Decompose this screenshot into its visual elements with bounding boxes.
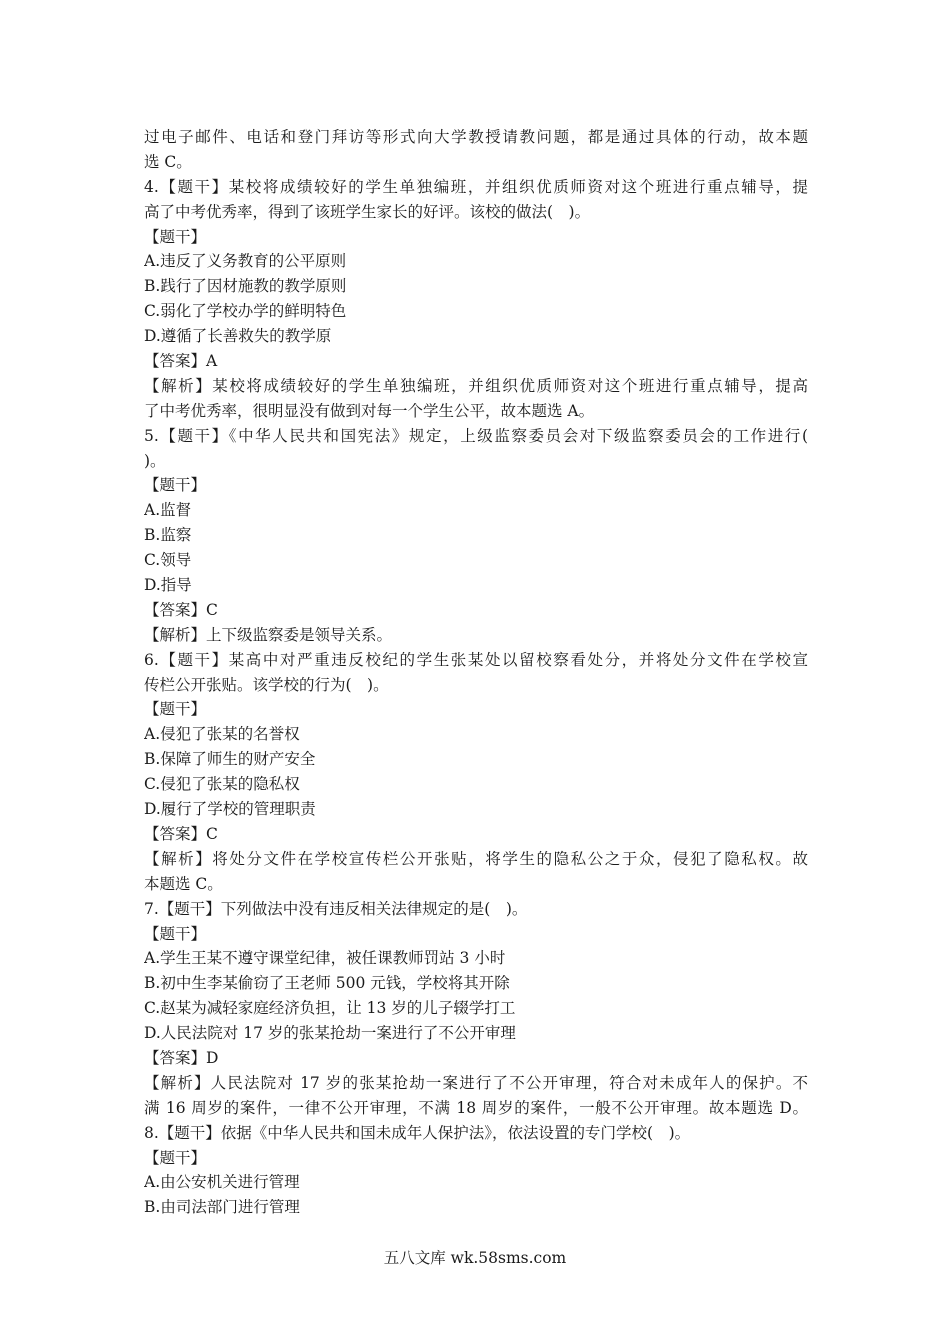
- text-line: B.初中生李某偷窃了王老师 500 元钱，学校将其开除: [144, 974, 510, 993]
- text-line: 本题选 C。: [144, 874, 223, 893]
- text-line: 7.【题干】下列做法中没有违反相关法律规定的是( )。: [144, 899, 528, 918]
- text-line: D.人民法院对 17 岁的张某抢劫一案进行了不公开审理: [144, 1024, 516, 1043]
- text-line: C.弱化了学校办学的鲜明特色: [144, 302, 347, 321]
- text-line: 【答案】D: [144, 1048, 219, 1067]
- text-line: 满 16 周岁的案件，一律不公开审理，不满 18 周岁的案件，一般不公开审理。故本题选 D。: [144, 1098, 808, 1117]
- text-line: D.履行了学校的管理职责: [144, 800, 316, 819]
- text-line: 选 C。: [144, 152, 192, 171]
- text-line: C.领导: [144, 551, 192, 570]
- text-line: 【答案】C: [144, 824, 218, 843]
- text-line: C.侵犯了张某的隐私权: [144, 775, 300, 794]
- text-line: 传栏公开张贴。该学校的行为( )。: [144, 675, 389, 694]
- text-line: )。: [144, 451, 166, 470]
- text-line: 【题干】: [144, 1148, 207, 1167]
- text-line: 【解析】上下级监察委是领导关系。: [144, 625, 393, 644]
- text-line: B.监察: [144, 526, 192, 545]
- text-line: A.学生王某不遵守课堂纪律，被任课教师罚站 3 小时: [144, 949, 506, 968]
- text-line: A.侵犯了张某的名誉权: [144, 725, 300, 744]
- text-line: B.由司法部门进行管理: [144, 1198, 300, 1217]
- document-body: [144, 125, 808, 1220]
- text-line: B.践行了因材施教的教学原则: [144, 277, 347, 296]
- text-line: 【解析】某校将成绩较好的学生单独编班，并组织优质师资对这个班进行重点辅导，提高: [144, 376, 808, 395]
- text-line: 6.【题干】某高中对严重违反校纪的学生张某处以留校察看处分，并将处分文件在学校宣: [144, 650, 808, 669]
- text-line: 【解析】人民法院对 17 岁的张某抢劫一案进行了不公开审理，符合对未成年人的保护。不: [144, 1073, 808, 1092]
- page-footer: 五八文库 wk.58sms.com: [383, 1249, 567, 1267]
- text-line: 【题干】: [144, 700, 207, 719]
- text-line: 【答案】C: [144, 600, 218, 619]
- text-line: 【答案】A: [144, 352, 218, 371]
- text-line: 4.【题干】某校将成绩较好的学生单独编班，并组织优质师资对这个班进行重点辅导，提: [144, 177, 808, 196]
- text-line: C.赵某为减轻家庭经济负担，让 13 岁的儿子辍学打工: [144, 999, 516, 1018]
- text-line: D.遵循了长善救失的教学原: [144, 327, 332, 346]
- text-line: B.保障了师生的财产安全: [144, 750, 316, 769]
- text-line: 【题干】: [144, 924, 207, 943]
- text-line: 高了中考优秀率，得到了该班学生家长的好评。该校的做法( )。: [144, 202, 591, 221]
- text-line: A.违反了义务教育的公平原则: [144, 252, 347, 271]
- text-line: 过电子邮件、电话和登门拜访等形式向大学教授请教问题，都是通过具体的行动，故本题: [144, 128, 808, 146]
- text-line: D.指导: [144, 576, 192, 595]
- text-line: 8.【题干】依据《中华人民共和国未成年人保护法》，依法设置的专门学校( )。: [144, 1123, 691, 1142]
- text-line: 【题干】: [144, 227, 207, 246]
- text-line: 了中考优秀率，很明显没有做到对每一个学生公平，故本题选 A。: [144, 401, 595, 420]
- text-line: A.监督: [144, 501, 192, 520]
- text-line: A.由公安机关进行管理: [144, 1173, 300, 1192]
- text-line: 【题干】: [144, 476, 207, 495]
- text-line: 5.【题干】《中华人民共和国宪法》规定，上级监察委员会对下级监察委员会的工作进行(: [144, 426, 808, 445]
- text-line: 【解析】将处分文件在学校宣传栏公开张贴，将学生的隐私公之于众，侵犯了隐私权。故: [144, 849, 808, 868]
